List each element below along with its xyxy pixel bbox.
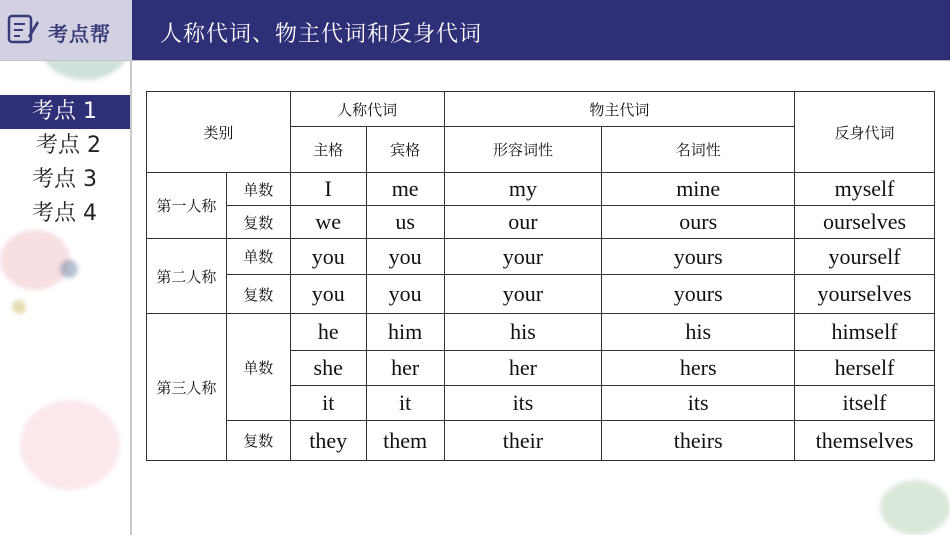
notebook-pencil-icon — [6, 12, 40, 46]
header-object-case: 宾格 — [366, 127, 444, 173]
table-row — [147, 206, 935, 239]
table-cell: theirs — [602, 421, 795, 461]
table-cell: yours — [602, 275, 795, 314]
nav-item-topic-4[interactable]: 考点 4 — [32, 201, 97, 226]
table-cell: himself — [795, 314, 935, 351]
nav-item-topic-1[interactable]: 考点 1 — [0, 95, 130, 129]
divider — [0, 60, 950, 61]
header-possessive-pronoun: 物主代词 — [444, 92, 794, 127]
table-cell: you — [290, 275, 366, 314]
table-cell: themselves — [795, 421, 935, 461]
nav-item-topic-3[interactable]: 考点 3 — [32, 167, 97, 192]
table-cell: mine — [602, 173, 795, 206]
table-cell: it — [290, 386, 366, 421]
table-cell: yourselves — [795, 275, 935, 314]
table-cell: you — [366, 275, 444, 314]
table-cell: they — [290, 421, 366, 461]
table-cell: his — [602, 314, 795, 351]
header-bar — [0, 0, 950, 60]
table-row — [147, 314, 935, 351]
table-cell: its — [602, 386, 795, 421]
logo-text: 考点帮 — [48, 22, 111, 46]
floral-decoration — [0, 230, 70, 290]
page-title: 人称代词、物主代词和反身代词 — [160, 22, 483, 47]
row-label-second-person: 第二人称 — [147, 239, 227, 314]
table-cell: your — [444, 239, 602, 275]
table-cell: yourself — [795, 239, 935, 275]
table-cell: us — [366, 206, 444, 239]
table-cell: your — [444, 275, 602, 314]
row-label-singular: 单数 — [226, 239, 290, 275]
header-category: 类别 — [147, 92, 291, 173]
table-cell: my — [444, 173, 602, 206]
row-label-third-person: 第三人称 — [147, 314, 227, 461]
table-cell: he — [290, 314, 366, 351]
row-label-singular: 单数 — [226, 173, 290, 206]
table-cell: yours — [602, 239, 795, 275]
table-cell: ours — [602, 206, 795, 239]
table-cell: them — [366, 421, 444, 461]
floral-decoration — [880, 480, 950, 535]
table-cell: hers — [602, 351, 795, 386]
header-personal-pronoun: 人称代词 — [290, 92, 444, 127]
row-label-singular: 单数 — [226, 314, 290, 421]
table-cell: its — [444, 386, 602, 421]
table-cell: him — [366, 314, 444, 351]
table-cell: their — [444, 421, 602, 461]
table-cell: itself — [795, 386, 935, 421]
header-adjective-form: 形容词性 — [444, 127, 602, 173]
nav-item-topic-2[interactable]: 考点 2 — [36, 133, 101, 158]
table-row — [147, 275, 935, 314]
header-subject-case: 主格 — [290, 127, 366, 173]
row-label-plural: 复数 — [226, 275, 290, 314]
table-cell: herself — [795, 351, 935, 386]
table-cell: we — [290, 206, 366, 239]
table-cell: me — [366, 173, 444, 206]
table-cell: our — [444, 206, 602, 239]
table-cell: it — [366, 386, 444, 421]
sidebar-nav — [0, 95, 130, 231]
floral-decoration — [20, 400, 120, 490]
table-cell: her — [444, 351, 602, 386]
table-row — [147, 421, 935, 461]
table-cell: myself — [795, 173, 935, 206]
pronoun-table — [146, 91, 935, 461]
header-reflexive-pronoun: 反身代词 — [795, 92, 935, 173]
row-label-plural: 复数 — [226, 206, 290, 239]
floral-decoration — [60, 260, 78, 278]
table-row — [147, 173, 935, 206]
table-cell: her — [366, 351, 444, 386]
row-label-first-person: 第一人称 — [147, 173, 227, 239]
row-label-plural: 复数 — [226, 421, 290, 461]
table-row — [147, 239, 935, 275]
divider — [130, 60, 132, 535]
table-cell: you — [290, 239, 366, 275]
logo — [0, 0, 132, 60]
table-cell: you — [366, 239, 444, 275]
table-cell: ourselves — [795, 206, 935, 239]
table-cell: his — [444, 314, 602, 351]
table-cell: I — [290, 173, 366, 206]
header-noun-form: 名词性 — [602, 127, 795, 173]
floral-decoration — [12, 300, 26, 314]
table-cell: she — [290, 351, 366, 386]
